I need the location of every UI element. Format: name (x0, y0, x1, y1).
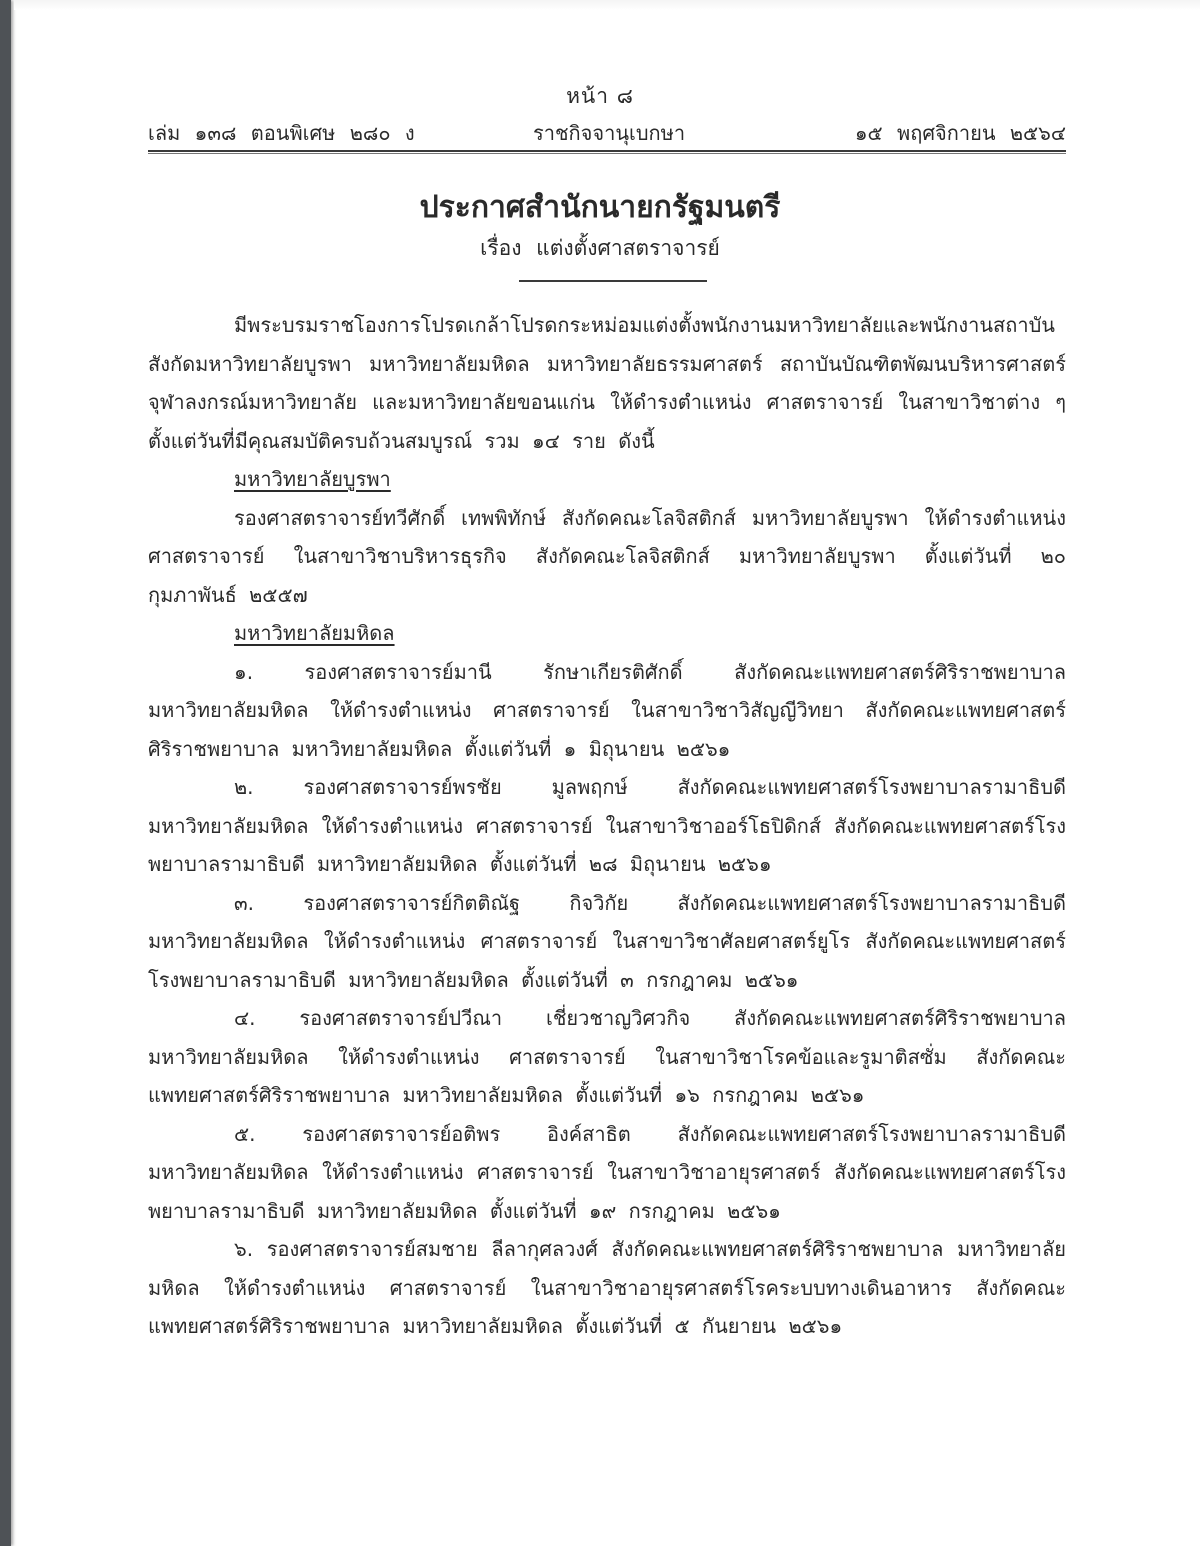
volume-issue: เล่ม ๑๓๘ ตอนพิเศษ ๒๘๐ ง (148, 121, 415, 145)
appointment-entry: ๑. รองศาสตราจารย์มานี รักษาเกียรติศักดิ์ สังกัดคณะแพทยศาสตร์ศิริราชพยาบาล มหาวิทยาลัยมหิดล ให้ดำรงตำแหน่ง ศาสตราจารย์ ในสาขาวิชาวิสัญญีวิทยา สังกัดคณะแพทยศาสตร์ศิริราชพยาบาล มหาวิทยาลัยมหิดล ตั้งแต่วันที่ ๑ มิถุนายน ๒๕๖๑ (148, 659, 1066, 761)
publication-name: ราชกิจจานุเบกษา (533, 121, 686, 145)
document-subtitle: เรื่อง แต่งตั้งศาสตราจารย์ (480, 236, 720, 260)
publication-date: ๑๕ พฤศจิกายน ๒๕๖๔ (854, 121, 1066, 145)
title-divider (519, 280, 707, 282)
intro-paragraph: มีพระบรมราชโองการโปรดเกล้าโปรดกระหม่อมแต่งตั้งพนักงานมหาวิทยาลัยและพนักงานสถาบัน สังกัดมหาวิทยาลัยบูรพา มหาวิทยาลัยมหิดล มหาวิทยาลัยธรรมศาสตร์ สถาบันบัณฑิตพัฒนบริหารศาสตร์ จุฬาลงกรณ์มหาวิทยาลัย และมหาวิทยาลัยขอนแก่น ให้ดำรงตำแหน่ง ศาสตราจารย์ ในสาขาวิชาต่าง ๆ ตั้งแต่วันที่มีคุณสมบัติครบถ้วนสมบูรณ์ รวม ๑๔ ราย ดังนี้ (148, 313, 1066, 453)
appointment-entry: ๔. รองศาสตราจารย์ปวีณา เชี่ยวชาญวิศวกิจ สังกัดคณะแพทยศาสตร์ศิริราชพยาบาล มหาวิทยาลัยมหิดล ให้ดำรงตำแหน่ง ศาสตราจารย์ ในสาขาวิชาโรคข้อและรูมาติสซั่ม สังกัดคณะแพทยศาสตร์ศิริราชพยาบาล มหาวิทยาลัยมหิดล ตั้งแต่วันที่ ๑๖ กรกฎาคม ๒๕๖๑ (148, 1006, 1066, 1107)
document-body (148, 306, 1066, 1346)
appointment-entry: ๒. รองศาสตราจารย์พรชัย มูลพฤกษ์ สังกัดคณะแพทยศาสตร์โรงพยาบาลรามาธิบดี มหาวิทยาลัยมหิดล ให้ดำรงตำแหน่ง ศาสตราจารย์ ในสาขาวิชาออร์โธปิดิกส์ สังกัดคณะแพทยศาสตร์โรงพยาบาลรามาธิบดี มหาวิทยาลัยมหิดล ตั้งแต่วันที่ ๒๘ มิถุนายน ๒๕๖๑ (148, 775, 1066, 876)
header-divider (148, 150, 1066, 154)
document-title: ประกาศสำนักนายกรัฐมนตรี (419, 190, 781, 225)
appointment-entry: รองศาสตราจารย์ทวีศักดิ์ เทพพิทักษ์ สังกัดคณะโลจิสติกส์ มหาวิทยาลัยบูรพา ให้ดำรงตำแหน่ง ศาสตราจารย์ ในสาขาวิชาบริหารธุรกิจ สังกัดคณะโลจิสติกส์ มหาวิทยาลัยบูรพา ตั้งแต่วันที่ ๒๐ กุมภาพันธ์ ๒๕๕๗ (148, 505, 1066, 607)
appointment-entry: ๕. รองศาสตราจารย์อติพร อิงค์สาธิต สังกัดคณะแพทยศาสตร์โรงพยาบาลรามาธิบดี มหาวิทยาลัยมหิดล ให้ดำรงตำแหน่ง ศาสตราจารย์ ในสาขาวิชาอายุรศาสตร์ สังกัดคณะแพทยศาสตร์โรงพยาบาลรามาธิบดี มหาวิทยาลัยมหิดล ตั้งแต่วันที่ ๑๙ กรกฎาคม ๒๕๖๑ (148, 1121, 1066, 1223)
section-heading-mahidol: มหาวิทยาลัยมหิดล (234, 621, 395, 645)
gazette-header (148, 117, 1066, 145)
page-number: หน้า ๘ (566, 84, 634, 108)
appointment-entry: ๖. รองศาสตราจารย์สมชาย ลีลากุศลวงศ์ สังกัดคณะแพทยศาสตร์ศิริราชพยาบาล มหาวิทยาลัยมหิดล ให้ดำรงตำแหน่ง ศาสตราจารย์ ในสาขาวิชาอายุรศาสตร์โรคระบบทางเดินอาหาร สังกัดคณะแพทยศาสตร์ศิริราชพยาบาล มหาวิทยาลัยมหิดล ตั้งแต่วันที่ ๕ กันยายน ๒๕๖๑ (148, 1237, 1066, 1338)
section-heading-burapha: มหาวิทยาลัยบูรพา (234, 467, 391, 491)
appointment-entry: ๓. รองศาสตราจารย์กิตติณัฐ กิจวิกัย สังกัดคณะแพทยศาสตร์โรงพยาบาลรามาธิบดี มหาวิทยาลัยมหิดล ให้ดำรงตำแหน่ง ศาสตราจารย์ ในสาขาวิชาศัลยศาสตร์ยูโร สังกัดคณะแพทยศาสตร์โรงพยาบาลรามาธิบดี มหาวิทยาลัยมหิดล ตั้งแต่วันที่ ๓ กรกฎาคม ๒๕๖๑ (148, 890, 1066, 992)
